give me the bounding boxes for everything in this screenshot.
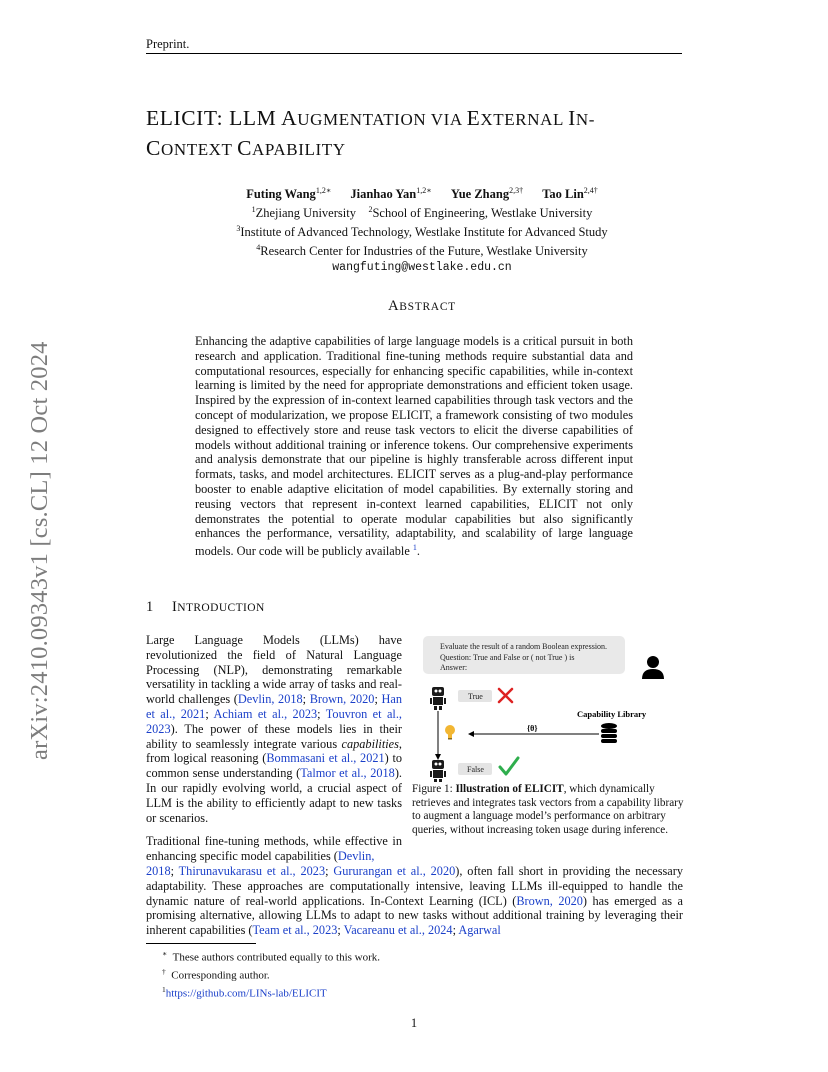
aff-sup: 4 [256,243,261,253]
footnote-ref[interactable]: 1 [412,543,417,553]
body-text: ), often fall short in providing the necessary adaptability. These approaches are computationally intensive, leaving LLMs ill-equipped to handle the dynamic nature of real-world applications. In-Context Learning (ICL) ( [146,864,683,908]
footnote [162,983,682,1001]
title-part: XTERNAL [480,110,569,129]
author-name: Yue Zhang [450,187,510,202]
body-text: Large Language Models (LLMs) have revolutionized the field of Natural Language Processing (NLP), demonstrating remarkable versatility in tackling a wide array of tasks and real-world challenges ( [146,633,402,707]
prompt-line-3: Answer: [440,663,468,672]
caption-bold: Illustration of ELICIT [455,783,564,795]
abstract-heading [146,298,698,315]
footnote-text: These authors contributed equally to this work. [172,951,381,964]
author-sup: 1,2∗ [416,186,432,195]
title-part: ELICIT: LLM A [146,106,298,130]
citation-link[interactable]: Talmor et al., 2018 [300,766,395,781]
prompt-line-2: Question: True and False or ( not True ) is [440,653,575,662]
caption-text: , which dynamically retrieves and integrates task vectors from a capability library to augment a language model’s performance on arbitrary queries, without increasing token usage during inference. [412,783,684,836]
check-icon [500,758,518,774]
aff-sup: 2 [368,205,373,215]
figure-caption [412,783,684,837]
author-name: Futing Wang [246,187,316,202]
cross-icon [499,689,512,702]
heading-part: A [388,298,400,314]
title-part: APABILITY [252,140,346,159]
sep: ; [337,923,344,938]
author-email[interactable]: wangfuting@westlake.edu.cn [332,260,512,274]
footnote-link[interactable]: https://github.com/LINs-lab/ELICIT [165,987,327,1000]
author-block [146,183,698,275]
author-sup: 2,3† [509,186,524,195]
title-part: E [466,106,481,130]
citation-link[interactable]: Vacareanu et al., 2024 [343,923,453,938]
citation-link[interactable]: Agarwal [458,923,501,938]
sep: ; [325,864,334,878]
library-label: Capability Library [577,709,647,719]
citation-link[interactable]: Brown, 2020 [309,692,375,707]
figure-1 [412,633,684,783]
user-icon [642,656,664,679]
paper-title [146,104,706,164]
citation-link[interactable]: Bommasani et al., 2021 [266,751,385,766]
affiliation-line [146,221,698,240]
citation-link[interactable]: 2018 [146,864,171,878]
lightbulb-icon [445,725,455,740]
caption-prefix: Figure 1: [412,783,456,795]
running-title: Preprint. [146,37,190,51]
author-sup: 2,4† [583,186,598,195]
citation-link[interactable]: Touvron et al., 2023 [146,706,403,736]
affiliation: Institute of Advanced Technology, Westlake Institute for Advanced Study [240,225,608,240]
running-header [146,36,682,52]
answer-right-label: False [467,765,484,774]
footnote-rule [146,943,256,944]
citation-link[interactable]: Devlin, 2018 [237,692,303,707]
sep: ; [374,692,382,707]
heading-part: BSTRACT [399,301,456,313]
intro-paragraph-1 [146,633,402,825]
arxiv-stamp [21,290,53,760]
author-name: Jianhao Yan [350,187,417,202]
title-part: C [237,136,253,160]
answer-wrong-label: True [468,692,483,701]
abstract-body: Enhancing the adaptive capabilities of large language models is a critical pursuit in both research and application. Traditional fine-tuning methods require substantial data and computational resources, especially for enhancing specific capabilities, while in-context learning is limited by the need for appropriate demonstrations and efficient token usage. Inspired by the expression of in-context learned capabilities through task vectors and the concept of modularization, we propose ELICIT, a framework consisting of two modules designed to effectively store and reuse task vectors to elicit the diverse capabilities of models without additional training or inference tokens. Our comprehensive experiments and analysis demonstrate that our pipeline is highly transferable across different input formats, tasks, and model architectures. ELICIT serves as a plug-and-play performance booster to enable adaptive elicitation of model capabilities. By externally storing and reusing vectors that represent in-context learned capabilities, ELICIT not only demonstrates the potential to operate modular capabilities but also significantly enhances the performance, versatility, adaptability, and scalability of large language models. Our code will be publicly available [195,334,633,559]
affiliation: Zhejiang University [255,206,356,221]
emphasis: capabilities [341,736,399,751]
author-names [146,183,698,202]
abstract-text [195,334,633,559]
figure-1-diagram [412,633,684,783]
footnote [162,947,682,965]
body-text: ). In our rapidly evolving world, a crucial aspect of LLM is the ability to efficiently adapt to new tasks or scenarios. [146,766,402,825]
title-part: N- [575,110,596,129]
section-title-part: NTRODUCTION [177,602,265,614]
footnote-mark: † [162,967,166,977]
affiliation-line [146,202,698,221]
arxiv-id: arXiv:2410.09343v1 [cs.CL] 12 Oct 2024 [26,341,53,760]
body-text: , from logical reasoning ( [146,736,402,766]
sep: ; [170,864,179,878]
title-part: UGMENTATION VIA [297,110,467,129]
sep: ; [205,706,214,721]
citation-link[interactable]: Team et al., 2023 [252,923,338,938]
affiliation: Research Center for Industries of the Future, Westlake University [260,244,588,259]
arrowhead-down [435,754,441,760]
aff-sup: 3 [236,224,241,234]
author-sup: 1,2∗ [315,186,332,195]
section-heading [146,599,265,616]
title-part: I [568,106,576,130]
body-text: ) has emerged as a promising alternative, allowing LLMs to adapt to new tasks without additional training by leveraging their inherent capabilities ( [146,893,683,938]
intro-paragraph-2-start [146,834,402,864]
citation-link[interactable]: Han et al., 2021 [146,692,402,721]
aff-sup: 1 [251,205,256,215]
author-name: Tao Lin [542,187,584,202]
citation-link[interactable]: Thirunavukarasu et al., 2023 [178,864,326,878]
citation-link[interactable]: Achiam et al., 2023 [213,706,318,721]
body-text: ) to common sense understanding ( [146,751,403,781]
sep: ; [302,692,310,707]
intro-paragraph-2 [146,864,683,938]
footnotes [162,947,682,1001]
body-text: ). The power of these models lies in their ability to seamlessly integrate various [146,721,402,751]
abstract-end: . [416,544,420,559]
citation-link[interactable]: Devlin, [337,848,375,863]
sep: ; [452,923,459,938]
section-number: 1 [146,599,154,615]
prompt-line-1: Evaluate the result of a random Boolean expression. [440,642,608,651]
database-icon [601,723,617,743]
citation-link[interactable]: Gururangan et al., 2020 [333,864,456,878]
header-rule [146,53,682,54]
footnote-mark: 1 [162,985,166,995]
robot-icon [430,760,446,782]
footnote-text: Corresponding author. [171,969,270,982]
affiliation-line [146,240,698,259]
title-part: ONTEXT [160,140,238,159]
theta-label: {θ} [527,724,538,733]
robot-icon [430,687,446,710]
affiliation: School of Engineering, Westlake University [372,206,593,221]
section-title-part: I [172,599,178,615]
footnote [162,965,682,983]
citation-link[interactable]: Brown, 2020 [516,893,583,908]
arrowhead-left [468,731,474,737]
page-number: 1 [410,1016,418,1030]
title-part: C [146,136,161,160]
body-text: Traditional fine-tuning methods, while effective in enhancing specific model capabilities ( [146,834,402,863]
footnote-mark: ∗ [162,949,168,958]
sep: ; [317,706,326,721]
